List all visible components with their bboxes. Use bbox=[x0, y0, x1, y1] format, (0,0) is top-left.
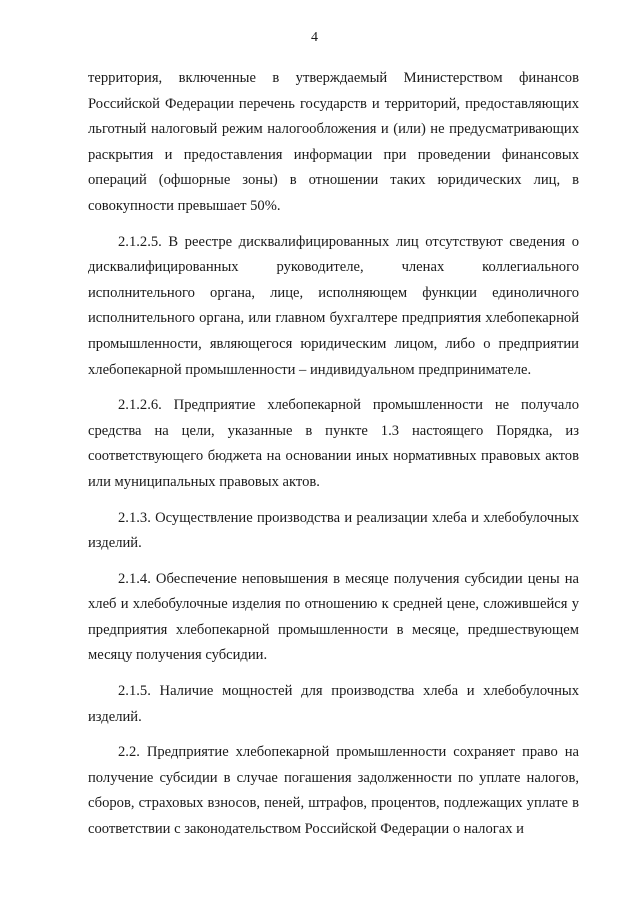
paragraph-2-1-5: 2.1.5. Наличие мощностей для производства хлеба и хлебобулочных изделий. bbox=[88, 683, 579, 725]
paragraph-2-1-3: 2.1.3. Осуществление производства и реализации хлеба и хлебобулочных изделий. bbox=[88, 509, 579, 552]
paragraph-2-1-2-6: 2.1.2.6. Предприятие хлебопекарной промышленности не получало средства на цели, указанные в пункте 1.3 настоящего Порядка, из соответствующего бюджета на основании иных нормативных правовых актов или муниципальных правовых актов. bbox=[88, 397, 579, 490]
document-body bbox=[88, 66, 579, 853]
paragraph-continuation: территория, включенные в утверждаемый Министерством финансов Российской Федерации перечень государств и территорий, предоставляющих льготный налоговый режим налогообложения и (или) не предусматривающих раскрытия и предоставления информации при проведении финансовых операций (офшорные зоны) в отношении таких юридических лиц, в совокупности превышает 50%. bbox=[88, 70, 579, 214]
paragraph-2-1-4: 2.1.4. Обеспечение неповышения в месяце получения субсидии цены на хлеб и хлебобулочные изделия по отношению к средней цене, сложившейся у предприятия хлебопекарной промышленности в месяце, предшествующем месяцу получения субсидии. bbox=[88, 570, 579, 664]
paragraph-2-1-2-5: 2.1.2.5. В реестре дисквалифицированных лиц отсутствуют сведения о дисквалифицированных руководителе, членах коллегиального исполнительного органа, лице, исполняющем функции единоличного исполнительного органа, или главном бухгалтере предприятия хлебопекарной промышленности, являющегося юридическим лицом, либо о предприятии хлебопекарной промышленности – индивидуальном предпринимателе. bbox=[88, 233, 579, 378]
page-number: 4 bbox=[311, 30, 318, 45]
paragraph-2-2: 2.2. Предприятие хлебопекарной промышленности сохраняет право на получение субсидии в случае погашения задолженности по уплате налогов, сборов, страховых взносов, пеней, штрафов, процентов, подлежащих уплате в соответствии с законодательством Российской Федерации о налогах и bbox=[88, 744, 579, 838]
